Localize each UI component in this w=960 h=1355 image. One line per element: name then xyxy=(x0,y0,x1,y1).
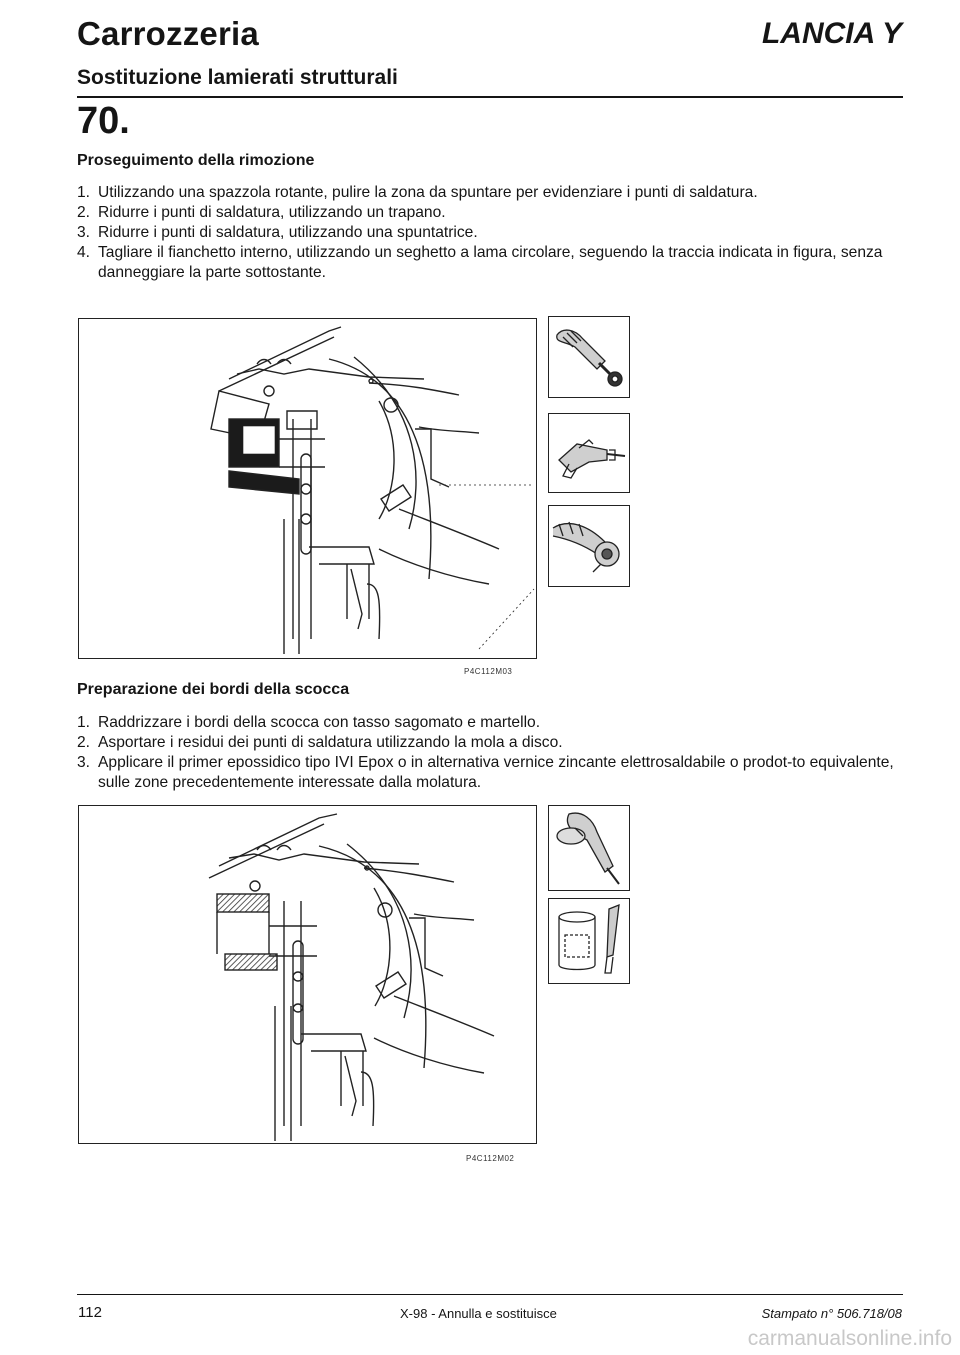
header-rule xyxy=(77,96,903,98)
footer-page-number: 112 xyxy=(78,1304,102,1321)
primer-can-brush-icon xyxy=(548,898,630,984)
list-item xyxy=(77,223,897,243)
watermark: carmanualsonline.info xyxy=(747,1327,952,1350)
page-subtitle: Sostituzione lamierati strutturali xyxy=(77,66,398,89)
removal-steps xyxy=(77,183,897,283)
rotary-brush-icon xyxy=(548,316,630,398)
list-item xyxy=(77,733,897,753)
footer-edition-note: X-98 - Annulla e sostituisce xyxy=(400,1306,557,1321)
step-number: 1. xyxy=(77,184,91,201)
step-text: Applicare il primer epossidico tipo IVI Epox o in alternativa vernice zincante elettrosaldabile o prodot-to equivalente, sulle zone precedentemente interessate dalla molatura. xyxy=(98,754,894,791)
step-number: 3. xyxy=(77,224,91,241)
figure-code: P4C112M03 xyxy=(464,667,513,676)
spot-cutter-icon xyxy=(548,505,630,587)
footer-rule xyxy=(77,1294,903,1295)
figure-body-edge-preparation xyxy=(78,805,537,1144)
list-item xyxy=(77,203,897,223)
step-number: 4. xyxy=(77,244,91,261)
step-number: 2. xyxy=(77,734,91,751)
brand-name: LANCIA Y xyxy=(761,17,902,50)
step-text: Ridurre i punti di saldatura, utilizzando una spuntatrice. xyxy=(98,224,478,241)
step-number: 2. xyxy=(77,204,91,221)
list-item xyxy=(77,243,897,283)
list-item xyxy=(77,753,897,793)
figure-code: P4C112M02 xyxy=(466,1154,515,1163)
section-heading-preparation: Preparazione dei bordi della scocca xyxy=(77,681,350,698)
footer-print-number: Stampato n° 506.718/08 xyxy=(761,1306,902,1321)
drill-icon xyxy=(548,413,630,493)
preparation-steps xyxy=(77,713,897,793)
section-heading-removal: Proseguimento della rimozione xyxy=(77,152,315,169)
list-item xyxy=(77,183,897,203)
step-text: Ridurre i punti di saldatura, utilizzando un trapano. xyxy=(98,204,446,221)
step-text: Raddrizzare i bordi della scocca con tasso sagomato e martello. xyxy=(98,714,541,731)
list-item xyxy=(77,713,897,733)
step-text: Asportare i residui dei punti di saldatura utilizzando la mola a disco. xyxy=(98,734,563,751)
figure-body-panel-removal xyxy=(78,318,537,659)
step-number: 3. xyxy=(77,754,91,771)
step-number: 1. xyxy=(77,714,91,731)
step-text: Utilizzando una spazzola rotante, pulire la zona da spuntare per evidenziare i punti di saldatura. xyxy=(98,184,758,201)
section-title: Carrozzeria xyxy=(77,15,259,52)
page-index: 70. xyxy=(77,100,130,142)
step-text: Tagliare il fianchetto interno, utilizzando un seghetto a lama circolare, seguendo la traccia indicata in figura, senza danneggiare la parte sottostante. xyxy=(98,244,883,281)
disc-grinder-icon xyxy=(548,805,630,891)
